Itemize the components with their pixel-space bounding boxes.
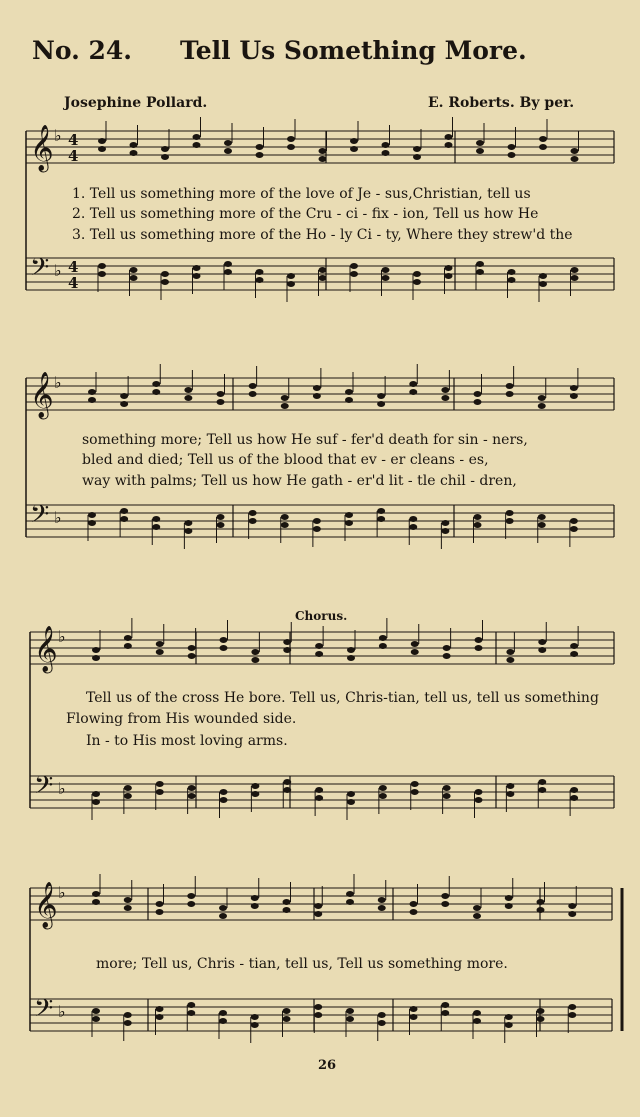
note-head: [409, 516, 417, 522]
note-head: [538, 647, 546, 653]
note-head: [281, 522, 289, 528]
note-head: [187, 901, 195, 907]
note-head: [475, 789, 483, 795]
bass-clef-icon: 𝄢: [34, 771, 54, 806]
bass-clef-icon: 𝄢: [30, 500, 50, 535]
note-head: [193, 134, 201, 140]
note-head: [350, 138, 358, 144]
treble-staff: [26, 378, 614, 410]
note-head: [441, 520, 449, 526]
note-head: [283, 779, 291, 785]
note-head: [382, 275, 390, 281]
note-head: [217, 391, 225, 397]
note-head: [156, 909, 164, 915]
note-head: [120, 393, 128, 399]
note-head: [156, 781, 164, 787]
note-head: [224, 140, 232, 146]
note-head: [256, 277, 264, 283]
note-head: [224, 148, 232, 154]
note-head: [287, 144, 295, 150]
note-head: [193, 142, 201, 148]
note-head: [283, 787, 291, 793]
note-head: [379, 785, 387, 791]
note-head: [506, 518, 514, 524]
note-head: [347, 799, 355, 805]
note-head: [379, 635, 387, 641]
note-head: [505, 895, 513, 901]
note-head: [508, 269, 516, 275]
note-head: [281, 395, 289, 401]
note-head: [124, 897, 132, 903]
note-head: [92, 799, 100, 805]
note-head: [411, 641, 419, 647]
note-head: [571, 275, 579, 281]
note-head: [188, 785, 196, 791]
note-head: [505, 1014, 513, 1020]
note-head: [506, 391, 514, 397]
note-head: [473, 1010, 481, 1016]
note-head: [251, 895, 259, 901]
note-head: [410, 1006, 418, 1012]
note-head: [319, 267, 327, 273]
note-head: [382, 142, 390, 148]
lyric-line-chorus-1: Tell us of the cross He bore. Tell us, Chris-tian, tell us, tell us something: [86, 690, 599, 706]
note-head: [124, 1012, 132, 1018]
note-head: [315, 643, 323, 649]
note-head: [476, 269, 484, 275]
lyric-line-verse-3: 3. Tell us something more of the Ho - ly Ci - ty, Where they strew'd the: [72, 227, 573, 243]
note-head: [187, 893, 195, 899]
note-head: [283, 907, 291, 913]
chorus-label: Chorus.: [295, 609, 348, 623]
note-head: [152, 524, 160, 530]
note-head: [152, 381, 160, 387]
note-head: [184, 520, 192, 526]
note-head: [538, 522, 546, 528]
note-head: [443, 785, 451, 791]
note-head: [445, 273, 453, 279]
note-head: [476, 261, 484, 267]
note-head: [346, 899, 354, 905]
flat-icon: ♭: [54, 261, 62, 280]
note-head: [193, 273, 201, 279]
note-head: [379, 793, 387, 799]
note-head: [441, 528, 449, 534]
note-head: [281, 403, 289, 409]
note-head: [315, 795, 323, 801]
lyric-line-chorus-2: Flowing from His wounded side.: [66, 711, 297, 727]
note-head: [92, 647, 100, 653]
note-head: [287, 136, 295, 142]
note-head: [443, 645, 451, 651]
note-head: [161, 154, 169, 160]
note-head: [130, 267, 138, 273]
note-head: [130, 142, 138, 148]
note-head: [445, 134, 453, 140]
note-head: [474, 391, 482, 397]
composer-credit: E. Roberts. By per.: [428, 95, 575, 111]
note-head: [378, 1012, 386, 1018]
note-head: [379, 643, 387, 649]
note-head: [411, 649, 419, 655]
note-head: [506, 649, 514, 655]
note-head: [538, 403, 546, 409]
note-head: [570, 393, 578, 399]
note-head: [256, 269, 264, 275]
note-head: [187, 1002, 195, 1008]
note-head: [378, 1020, 386, 1026]
note-head: [319, 148, 327, 154]
note-head: [161, 271, 169, 277]
page-number: 26: [318, 1058, 337, 1073]
note-head: [473, 1018, 481, 1024]
note-head: [377, 393, 385, 399]
note-head: [251, 1014, 259, 1020]
note-head: [184, 395, 192, 401]
note-head: [314, 911, 322, 917]
note-head: [249, 391, 257, 397]
bass-clef-icon: 𝄢: [34, 994, 54, 1029]
note-head: [224, 269, 232, 275]
note-head: [505, 1022, 513, 1028]
note-head: [156, 789, 164, 795]
lyricist-credit: Josephine Pollard.: [64, 95, 208, 111]
note-head: [413, 154, 421, 160]
bass-clef-icon: 𝄢: [30, 253, 50, 288]
note-head: [156, 901, 164, 907]
note-head: [217, 514, 225, 520]
flat-icon: ♭: [54, 508, 62, 527]
note-head: [251, 657, 259, 663]
note-head: [571, 156, 579, 162]
note-head: [474, 399, 482, 405]
treble-clef-icon: 𝄞: [34, 882, 58, 928]
note-head: [184, 387, 192, 393]
note-head: [413, 146, 421, 152]
flat-icon: ♭: [58, 883, 66, 902]
note-head: [217, 522, 225, 528]
note-head: [219, 1010, 227, 1016]
note-head: [219, 913, 227, 919]
note-head: [256, 152, 264, 158]
note-head: [537, 1008, 545, 1014]
note-head: [568, 1012, 576, 1018]
note-head: [378, 905, 386, 911]
note-head: [382, 150, 390, 156]
flat-icon: ♭: [54, 373, 62, 392]
lyric-line-verse-1: 1. Tell us something more of the love of Je - sus,Christian, tell us: [72, 186, 531, 202]
note-head: [413, 279, 421, 285]
note-head: [508, 277, 516, 283]
note-head: [92, 1016, 100, 1022]
note-head: [314, 1012, 322, 1018]
lyric-line-verse-2: 2. Tell us something more of the Cru - ci - fix - ion, Tell us how He: [72, 206, 539, 222]
note-head: [441, 1002, 449, 1008]
note-head: [98, 271, 106, 277]
note-head: [287, 281, 295, 287]
note-head: [345, 512, 353, 518]
note-head: [350, 263, 358, 269]
note-head: [249, 383, 257, 389]
note-head: [92, 899, 100, 905]
note-head: [443, 793, 451, 799]
note-head: [445, 142, 453, 148]
note-head: [120, 516, 128, 522]
note-head: [441, 387, 449, 393]
note-head: [251, 903, 259, 909]
note-head: [411, 789, 419, 795]
note-head: [475, 797, 483, 803]
treble-clef-icon: 𝄞: [30, 372, 54, 418]
lyric-line-verse-2: bled and died; Tell us of the blood that ev - er cleans - es,: [82, 452, 489, 468]
note-head: [538, 514, 546, 520]
note-head: [409, 524, 417, 530]
note-head: [570, 787, 578, 793]
note-head: [313, 385, 321, 391]
note-head: [473, 913, 481, 919]
note-head: [538, 787, 546, 793]
note-head: [539, 273, 547, 279]
treble-clef-icon: 𝄞: [34, 626, 58, 672]
note-head: [345, 397, 353, 403]
note-head: [92, 1008, 100, 1014]
note-head: [570, 643, 578, 649]
note-head: [410, 1014, 418, 1020]
note-head: [350, 146, 358, 152]
note-head: [474, 514, 482, 520]
note-head: [568, 911, 576, 917]
note-head: [568, 903, 576, 909]
note-head: [161, 146, 169, 152]
note-head: [220, 637, 228, 643]
note-head: [314, 903, 322, 909]
note-head: [347, 791, 355, 797]
note-head: [413, 271, 421, 277]
note-head: [508, 144, 516, 150]
note-head: [571, 267, 579, 273]
note-head: [313, 518, 321, 524]
time-signature-bottom: 4: [68, 147, 79, 165]
note-head: [156, 1014, 164, 1020]
note-head: [539, 281, 547, 287]
note-head: [251, 1022, 259, 1028]
note-head: [188, 653, 196, 659]
note-head: [251, 791, 259, 797]
note-head: [476, 140, 484, 146]
note-head: [152, 389, 160, 395]
note-head: [188, 645, 196, 651]
note-head: [476, 148, 484, 154]
note-head: [92, 791, 100, 797]
note-head: [506, 510, 514, 516]
hymn-number: No. 24.: [32, 36, 132, 65]
note-head: [346, 891, 354, 897]
note-head: [409, 381, 417, 387]
note-head: [249, 510, 257, 516]
note-head: [409, 389, 417, 395]
note-head: [219, 1018, 227, 1024]
note-head: [283, 1008, 291, 1014]
note-head: [347, 647, 355, 653]
note-head: [314, 1004, 322, 1010]
note-head: [410, 901, 418, 907]
note-head: [539, 136, 547, 142]
lyric-line-chorus-3: In - to His most loving arms.: [86, 733, 288, 749]
note-head: [120, 401, 128, 407]
note-head: [443, 653, 451, 659]
note-head: [124, 1020, 132, 1026]
note-head: [188, 793, 196, 799]
time-signature-top: 4: [68, 131, 79, 149]
note-head: [506, 657, 514, 663]
flat-icon: ♭: [58, 779, 66, 798]
time-signature-bottom: 4: [68, 274, 79, 292]
note-head: [537, 1016, 545, 1022]
time-signature-top: 4: [68, 258, 79, 276]
note-head: [283, 639, 291, 645]
lyric-line-final: more; Tell us, Chris - tian, tell us, Tell us something more.: [96, 956, 508, 972]
hymn-title: Tell Us Something More.: [180, 36, 527, 65]
note-head: [130, 275, 138, 281]
note-head: [249, 518, 257, 524]
note-head: [98, 263, 106, 269]
note-head: [475, 637, 483, 643]
note-head: [411, 781, 419, 787]
note-head: [441, 1010, 449, 1016]
note-head: [220, 797, 228, 803]
note-head: [156, 641, 164, 647]
note-head: [347, 655, 355, 661]
note-head: [120, 508, 128, 514]
note-head: [537, 907, 545, 913]
note-head: [350, 271, 358, 277]
note-head: [410, 909, 418, 915]
note-head: [382, 267, 390, 273]
note-head: [570, 385, 578, 391]
note-head: [570, 526, 578, 532]
note-head: [156, 649, 164, 655]
note-head: [287, 273, 295, 279]
note-head: [219, 905, 227, 911]
note-head: [570, 795, 578, 801]
note-head: [156, 1006, 164, 1012]
note-head: [570, 518, 578, 524]
note-head: [319, 156, 327, 162]
note-head: [256, 144, 264, 150]
note-head: [88, 512, 96, 518]
flat-icon: ♭: [58, 627, 66, 646]
note-head: [441, 395, 449, 401]
note-head: [345, 389, 353, 395]
note-head: [378, 897, 386, 903]
note-head: [506, 791, 514, 797]
note-head: [538, 395, 546, 401]
note-head: [506, 383, 514, 389]
note-head: [571, 148, 579, 154]
note-head: [152, 516, 160, 522]
note-head: [538, 779, 546, 785]
note-head: [283, 899, 291, 905]
note-head: [124, 785, 132, 791]
note-head: [315, 787, 323, 793]
note-head: [187, 1010, 195, 1016]
note-head: [98, 146, 106, 152]
note-head: [281, 514, 289, 520]
note-head: [124, 643, 132, 649]
note-head: [313, 526, 321, 532]
note-head: [506, 783, 514, 789]
note-head: [161, 279, 169, 285]
note-head: [88, 520, 96, 526]
note-head: [313, 393, 321, 399]
note-head: [377, 508, 385, 514]
note-head: [537, 899, 545, 905]
note-head: [92, 891, 100, 897]
note-head: [124, 635, 132, 641]
note-head: [315, 651, 323, 657]
flat-icon: ♭: [54, 126, 62, 145]
note-head: [475, 645, 483, 651]
note-head: [508, 152, 516, 158]
note-head: [251, 649, 259, 655]
note-head: [346, 1016, 354, 1022]
note-head: [377, 401, 385, 407]
note-head: [184, 528, 192, 534]
note-head: [283, 647, 291, 653]
note-head: [124, 905, 132, 911]
bass-staff: [26, 258, 614, 290]
flat-icon: ♭: [58, 1002, 66, 1021]
note-head: [98, 138, 106, 144]
note-head: [193, 265, 201, 271]
treble-clef-icon: 𝄞: [30, 125, 54, 171]
note-head: [220, 645, 228, 651]
note-head: [88, 397, 96, 403]
note-head: [538, 639, 546, 645]
note-head: [88, 389, 96, 395]
lyric-line-verse-1: something more; Tell us how He suf - fer'd death for sin - ners,: [82, 432, 528, 448]
note-head: [217, 399, 225, 405]
note-head: [474, 522, 482, 528]
note-head: [441, 893, 449, 899]
note-head: [92, 655, 100, 661]
note-head: [346, 1008, 354, 1014]
note-head: [224, 261, 232, 267]
note-head: [570, 651, 578, 657]
note-head: [505, 903, 513, 909]
note-head: [220, 789, 228, 795]
note-head: [124, 793, 132, 799]
note-head: [568, 1004, 576, 1010]
lyric-line-verse-3: way with palms; Tell us how He gath - er'd lit - tle chil - dren,: [82, 473, 517, 489]
note-head: [441, 901, 449, 907]
note-head: [345, 520, 353, 526]
note-head: [283, 1016, 291, 1022]
note-head: [445, 265, 453, 271]
note-head: [251, 783, 259, 789]
note-head: [130, 150, 138, 156]
note-head: [539, 144, 547, 150]
note-head: [473, 905, 481, 911]
note-head: [377, 516, 385, 522]
note-head: [319, 275, 327, 281]
